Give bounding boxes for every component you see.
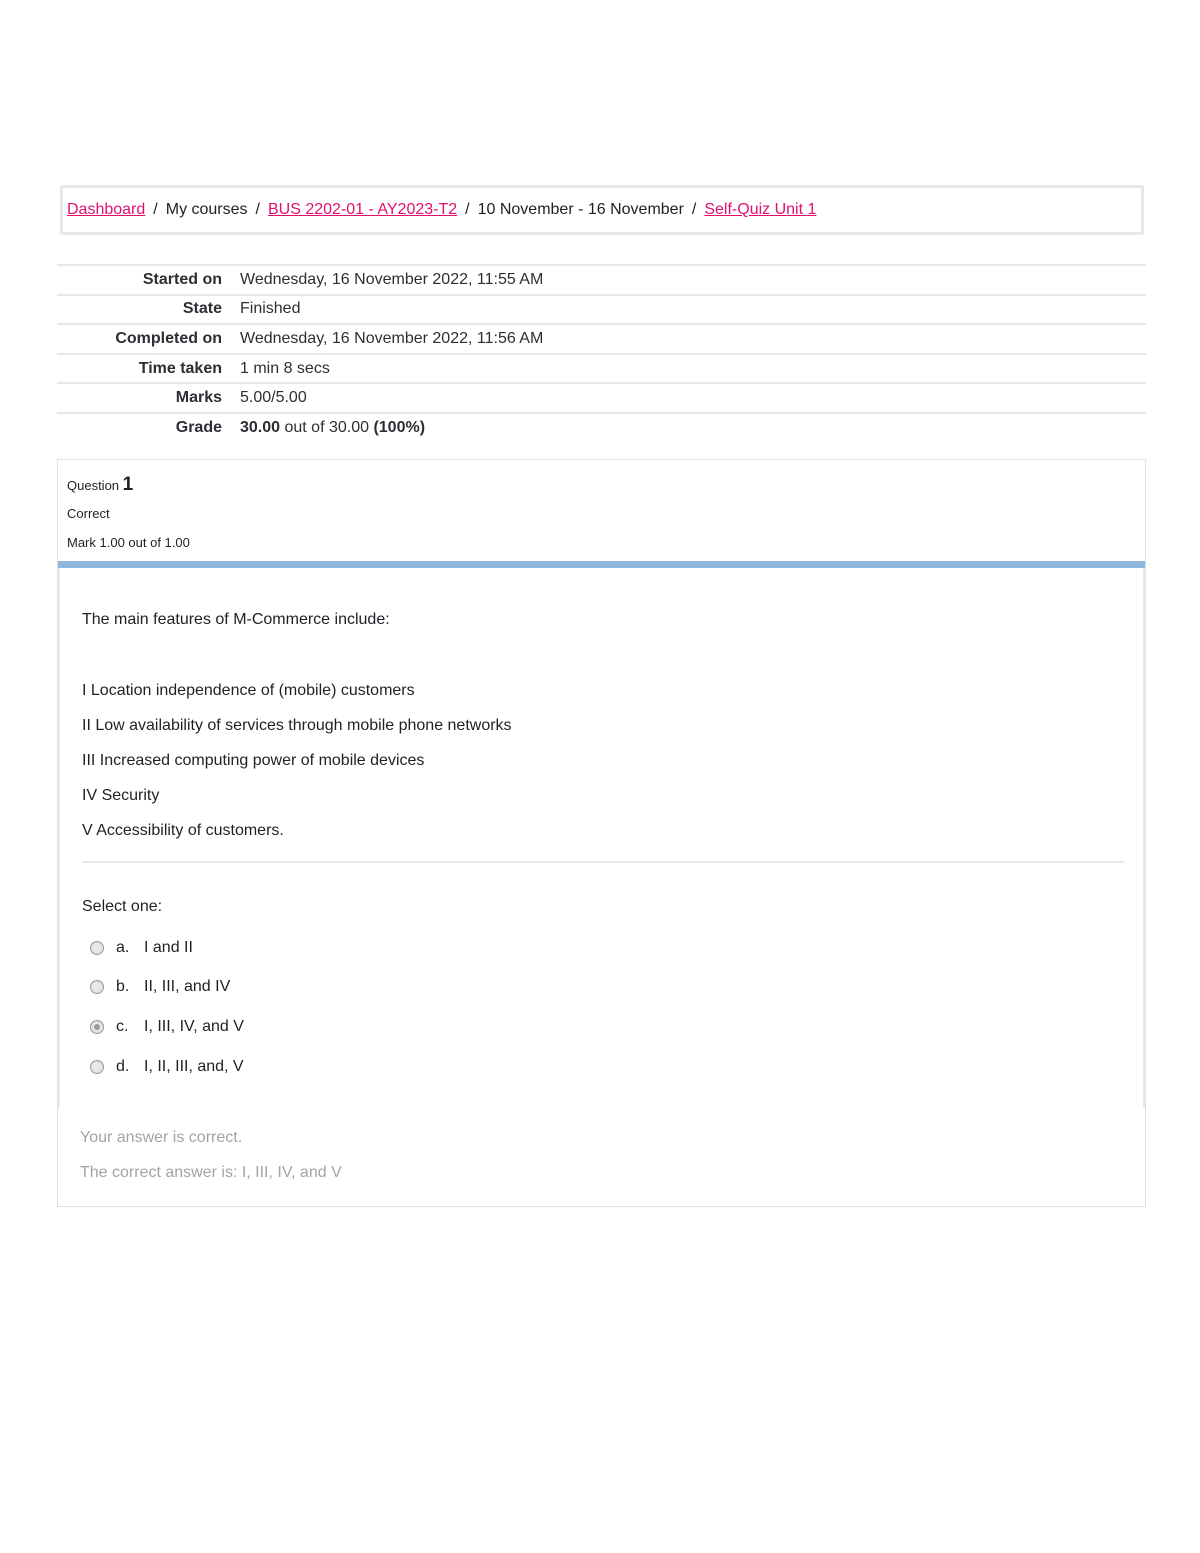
summary-value: 1 min 8 secs: [240, 359, 330, 377]
grade-score: 30.00: [240, 418, 281, 436]
breadcrumb-my-courses: My courses: [165, 201, 248, 218]
question-content: [58, 568, 1145, 1108]
question-accent-bar: [58, 561, 1145, 568]
breadcrumb: [60, 185, 1144, 235]
question-feature-item: IV Security: [82, 787, 160, 804]
summary-value: 5.00/5.00: [240, 389, 307, 407]
breadcrumb-separator: /: [465, 201, 470, 218]
question-status: Correct: [67, 506, 110, 521]
answer-option-a[interactable]: [90, 928, 244, 968]
question-text: [82, 602, 512, 848]
option-text: I and II: [144, 938, 193, 956]
question-feature-item: II Low availability of services through mobile phone networks: [82, 717, 512, 734]
option-text: I, II, III, and, V: [144, 1057, 244, 1075]
question-feature-item: III Increased computing power of mobile devices: [82, 752, 425, 769]
summary-row-grade: [57, 412, 1146, 442]
answer-option-c[interactable]: [90, 1007, 244, 1047]
breadcrumb-separator: /: [255, 201, 260, 218]
question-mark: Mark 1.00 out of 1.00: [67, 535, 190, 550]
question-feature-item: V Accessibility of customers.: [82, 822, 284, 839]
grade-out-of: out of 30.00: [280, 418, 374, 436]
breadcrumb-dashboard-link[interactable]: Dashboard: [67, 201, 146, 218]
breadcrumb-quiz-link[interactable]: Self-Quiz Unit 1: [704, 201, 817, 218]
question-card: [57, 459, 1146, 1207]
summary-row-started-on: [57, 264, 1146, 294]
summary-value: Wednesday, 16 November 2022, 11:56 AM: [240, 329, 544, 347]
summary-value: Finished: [240, 300, 301, 318]
summary-value: Wednesday, 16 November 2022, 11:55 AM: [240, 270, 544, 288]
option-letter: b.: [116, 978, 130, 996]
feedback-text: Your answer is correct.: [80, 1129, 243, 1146]
correct-answer-text: The correct answer is: I, III, IV, and V: [80, 1164, 342, 1181]
summary-row-time-taken: [57, 353, 1146, 383]
summary-label: Marks: [175, 389, 222, 407]
question-feature-item: I Location independence of (mobile) customers: [82, 682, 415, 699]
radio-button[interactable]: [90, 941, 104, 955]
option-letter: c.: [116, 1017, 129, 1035]
question-number: Question 1: [67, 474, 134, 495]
option-text: II, III, and IV: [144, 978, 231, 996]
summary-row-state: [57, 294, 1146, 324]
select-one-label: Select one:: [82, 898, 163, 915]
question-info: [67, 470, 190, 557]
radio-button[interactable]: [90, 980, 104, 994]
breadcrumb-week: 10 November - 16 November: [477, 201, 684, 218]
summary-row-marks: [57, 382, 1146, 412]
breadcrumb-separator: /: [153, 201, 158, 218]
summary-label: Time taken: [138, 359, 222, 377]
breadcrumb-course-link[interactable]: BUS 2202-01 - AY2023-T2: [267, 201, 458, 218]
radio-button[interactable]: [90, 1060, 104, 1074]
question-divider: [82, 861, 1124, 863]
grade-percent: (100%): [373, 418, 426, 436]
summary-label: Started on: [142, 270, 222, 288]
summary-label: Grade: [175, 418, 222, 436]
summary-value: [240, 419, 425, 437]
summary-row-completed-on: [57, 323, 1146, 353]
option-letter: a.: [116, 938, 130, 956]
summary-label: State: [182, 300, 222, 318]
answer-options: [90, 928, 244, 1086]
attempt-summary-table: [57, 264, 1146, 442]
question-feedback: [80, 1120, 342, 1190]
answer-option-b[interactable]: [90, 968, 244, 1008]
question-intro: The main features of M-Commerce include:: [82, 611, 390, 628]
answer-option-d[interactable]: [90, 1047, 244, 1087]
option-text: I, III, IV, and V: [144, 1017, 244, 1035]
option-letter: d.: [116, 1057, 130, 1075]
summary-label: Completed on: [115, 329, 222, 347]
radio-button-selected[interactable]: [90, 1020, 104, 1034]
breadcrumb-separator: /: [691, 201, 697, 218]
